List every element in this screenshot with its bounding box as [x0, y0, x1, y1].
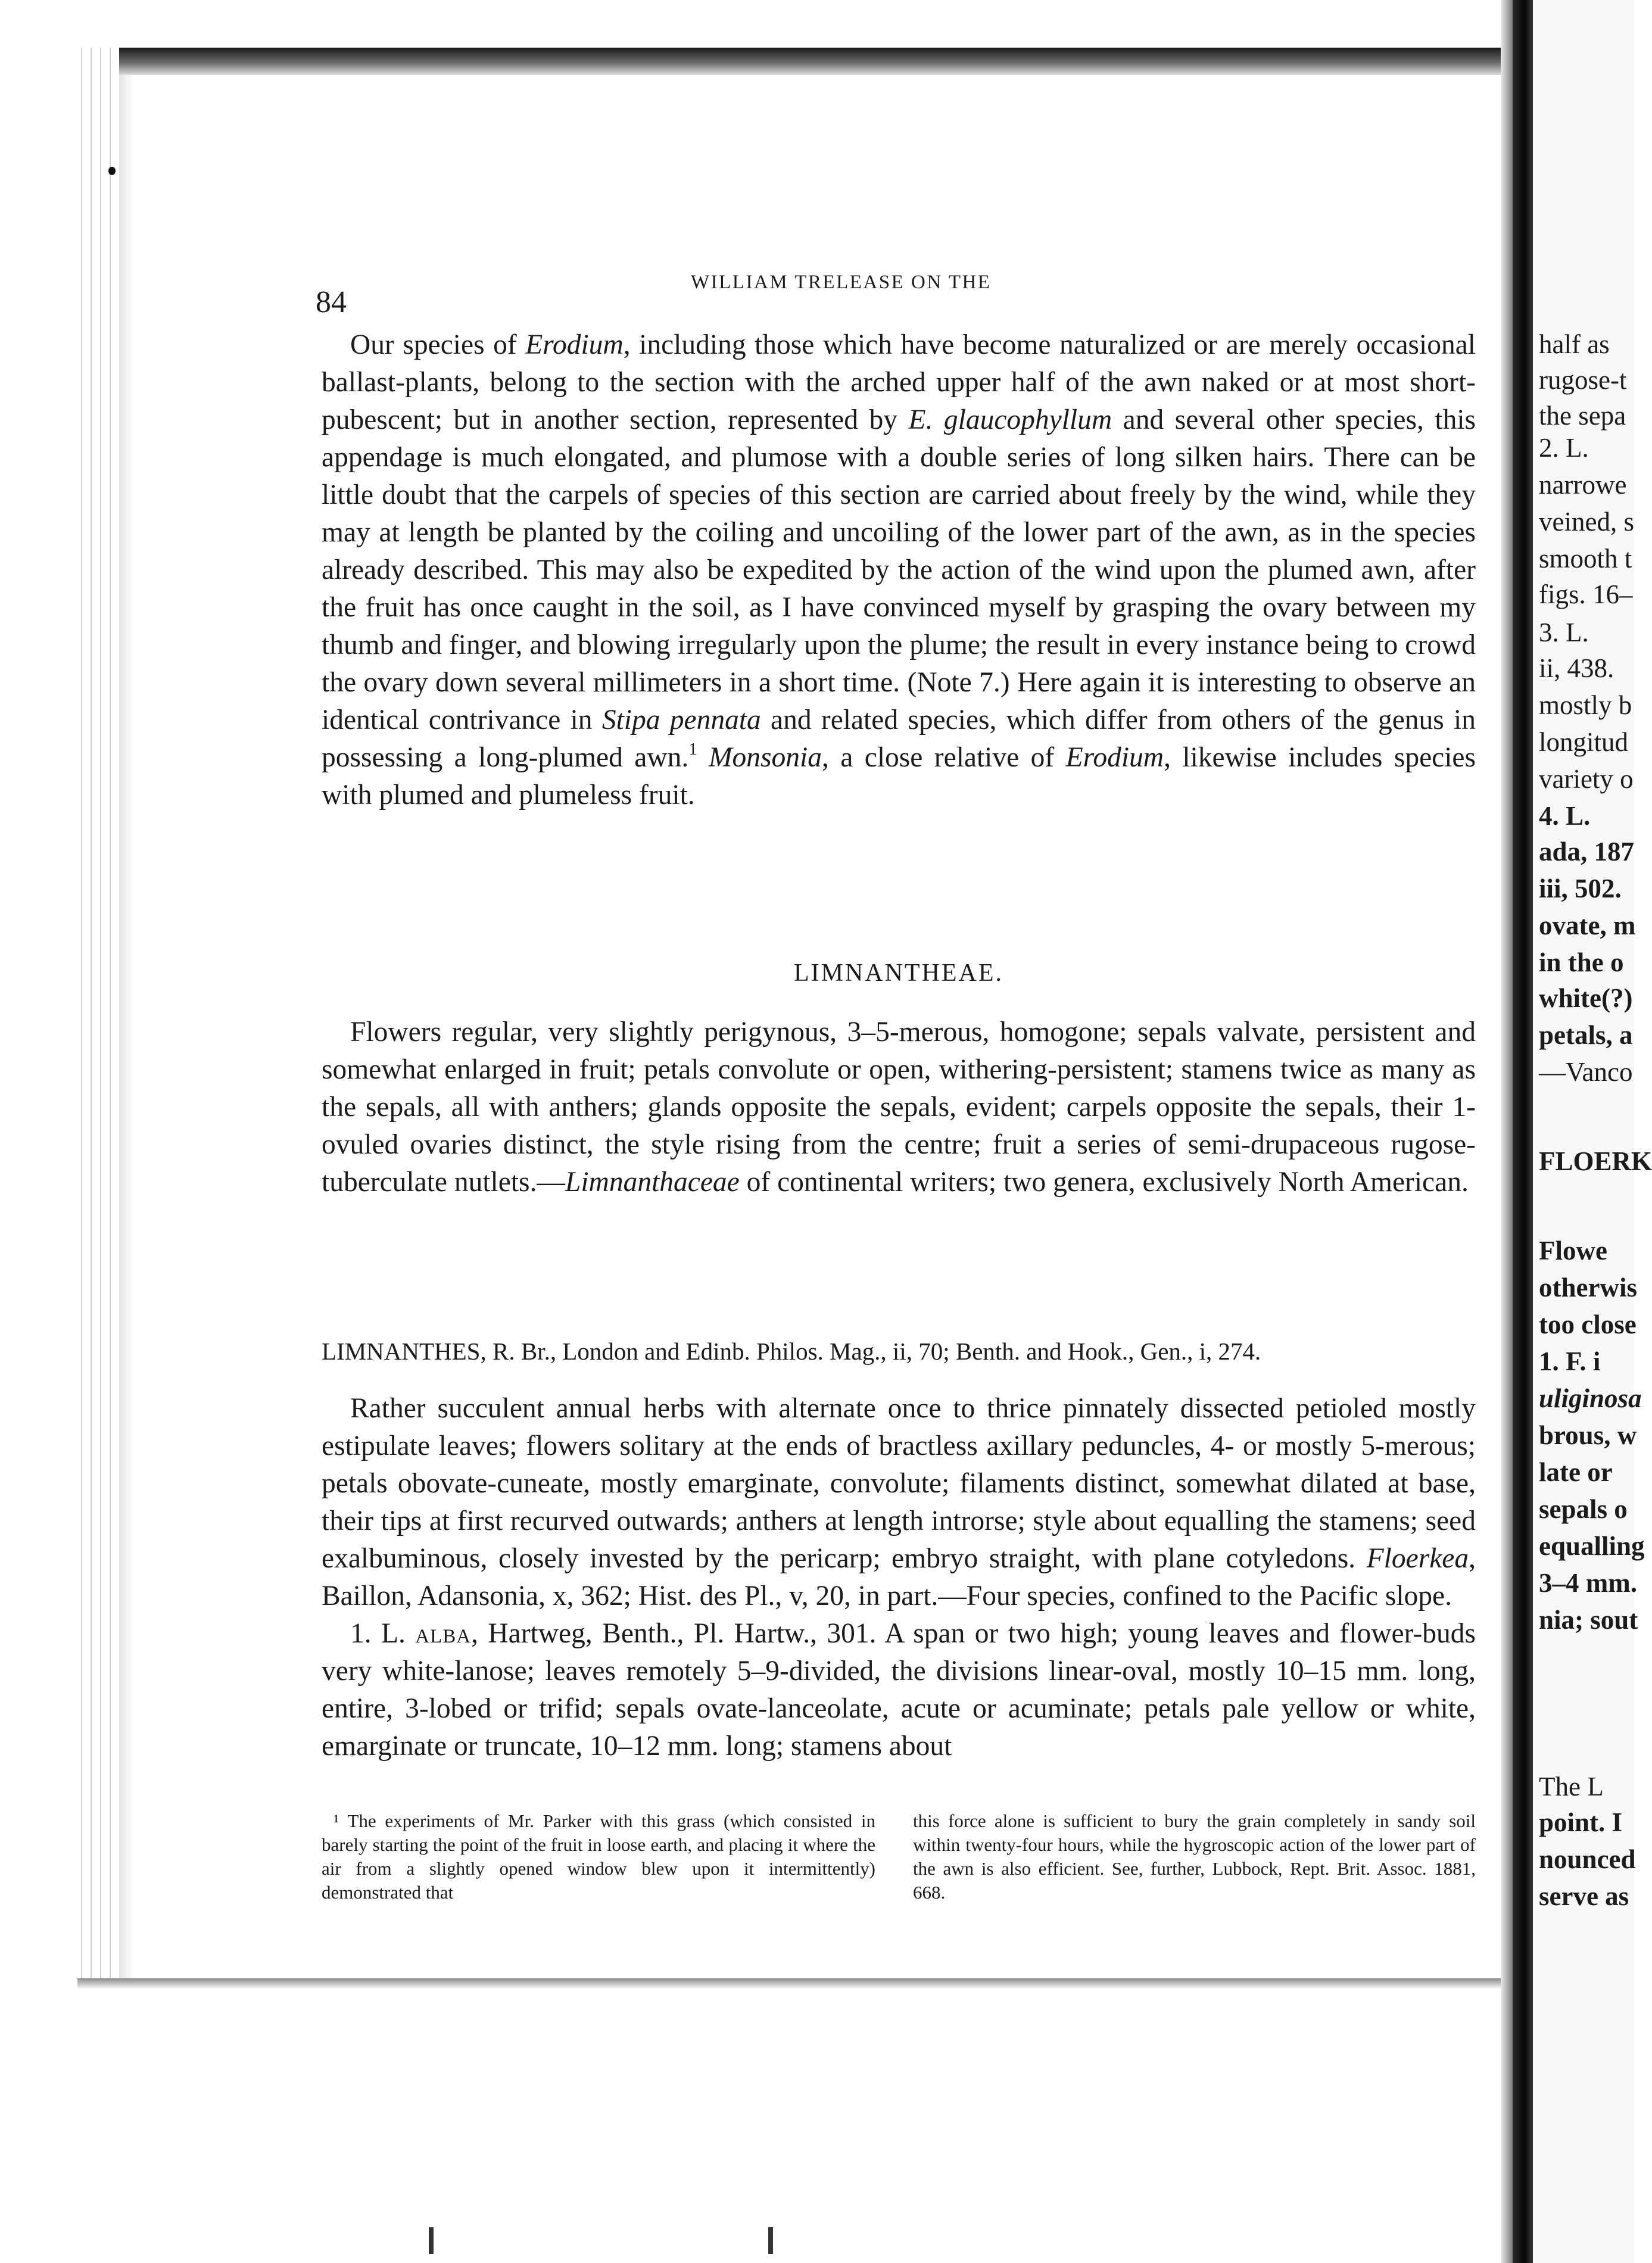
species-name: alba — [415, 1618, 472, 1649]
facing-page-line: mostly b — [1539, 690, 1632, 720]
facing-page-line: brous, w — [1539, 1420, 1637, 1450]
facing-page-line: The L — [1539, 1772, 1604, 1801]
facing-page-line: figs. 16– — [1539, 579, 1633, 609]
binding-shadow — [1501, 0, 1513, 2263]
facing-page-line: otherwis — [1539, 1273, 1637, 1302]
facing-page-line: the sepa — [1539, 401, 1626, 431]
facing-page-line: iii, 502. — [1539, 874, 1622, 903]
facing-page-line: ii, 438. — [1539, 653, 1614, 683]
taxon-name: Floerkea — [1366, 1543, 1469, 1574]
running-head: WILLIAM TRELEASE ON THE — [691, 272, 992, 293]
taxon-name: Erodium — [1065, 742, 1164, 773]
facing-page-fragment — [1533, 0, 1652, 2263]
facing-page-line: serve as — [1539, 1881, 1629, 1911]
taxon-name: Limnanthaceae — [565, 1167, 740, 1198]
family-description: Flowers regular, very slightly perigynous, 3–5-merous, homogone; sepals valvate, persistent and somewhat enlarged in fruit; petals convolute or open, withering-persistent; stamens twice as many as the sepals, all with anthers; glands opposite the sepals, evident; carpels opposite the sepals, their 1-ovuled ovaries distinct, the style rising from the centre; fruit a series of semi-drupaceous rugose-tuberculate nutlets.—Limnanthaceae of continental writers; two genera, exclusively North American. — [322, 1017, 1476, 1198]
genus-description: Rather succulent annual herbs with alternate once to thrice pinnately dissected petioled mostly estipulate leaves; flowers solitary at the ends of bractless axillary peduncles, 4- or mostly 5-merous; petals obovate-cuneate, mostly emarginate, convolute; filaments distinct, somewhat dilated at base, their tips at first recurved outwards; anthers at length introrse; style about equalling the stamens; seed exalbuminous, closely invested by the pericarp; embryo straight, with plane cotyledons. Floerkea, Baillon, Adansonia, x, 362; Hist. des Pl., v, 20, in part.—Four species, confined to the Pacific slope. 1. L. alba, Hartweg, Benth., Pl. Hartw., 301. A span or two high; young leaves and flower-buds very white-lanose; leaves remotely 5–9-divided, the divisions linear-oval, mostly 10–15 mm. long, entire, 3-lobed or trifid; sepals ovate-lanceolate, acute or acuminate; petals pale yellow or white, emarginate or truncate, 10–12 mm. long; stamens about — [322, 1390, 1476, 1765]
taxon-name: Monsonia — [708, 742, 822, 773]
facing-page-line: 3–4 mm. — [1539, 1568, 1637, 1598]
facing-page-line: 1. F. i — [1539, 1346, 1601, 1376]
footnote-left-column: ¹ The experiments of Mr. Parker with this grass (which consisted in barely starting the point of the fruit in loose earth, and placing it where the air from a slightly opened window blew upon it intermittently) demonstrated that — [322, 1810, 875, 1903]
facing-page-line: in the o — [1539, 947, 1624, 977]
intro-paragraph: Our species of Erodium, including those which have become naturalized or are merely occasional ballast-plants, belong to the section with the arched upper half of the awn naked or at most short-pubescent; but in another section, represented by E. glaucophyllum and several other species, this appendage is much elongated, and plumose with a double series of long silken hairs. There can be little doubt that the carpels of species of this section are carried about freely by the wind, while they may at length be planted by the coiling and uncoiling of the lower part of the awn, as in the species already described. This may also be expedited by the action of the wind upon the plumed awn, after the fruit has once caught in the soil, as I have convinced myself by grasping the ovary between my thumb and finger, and blowing irregularly upon the plume; the result in every instance being to crowd the ovary down several millimeters in a short time. (Note 7.) Here again it is interesting to observe an identical contrivance in Stipa pennata and related species, which differ from others of the genus in possessing a long-plumed awn.$^1$ Monsonia, a close relative of Erodium, likewise includes species with plumed and plumeless fruit. — [322, 329, 1476, 811]
facing-page-line: 4. L. — [1539, 801, 1591, 831]
section-heading: LIMNANTHEAE. — [793, 959, 1004, 987]
facing-page-line: petals, a — [1539, 1020, 1633, 1050]
facing-page-line: too close — [1539, 1310, 1637, 1339]
footnotes — [322, 1809, 1476, 1904]
facing-page-line: nounced — [1539, 1844, 1636, 1874]
facing-page-line: point. I — [1539, 1807, 1623, 1837]
facing-page-line: white(?) — [1539, 983, 1633, 1013]
facing-page-line: half as — [1539, 329, 1610, 359]
facing-page-line: smooth t — [1539, 544, 1632, 573]
facing-page-line: FLOERK — [1539, 1146, 1652, 1176]
facing-page-line: equalling — [1539, 1531, 1645, 1561]
facing-page-line: nia; sout — [1539, 1605, 1638, 1635]
taxon-name: E. glaucophyllum — [908, 404, 1112, 435]
footnote-ref: 1 — [688, 740, 697, 759]
facing-page-line: rugose-t — [1539, 365, 1627, 395]
facing-page-line: Flowe — [1539, 1236, 1607, 1265]
footnote-right-column: this force alone is sufficient to bury the grain completely in sandy soil within twenty-four hours, while the hygroscopic action of the lower part of the awn is also efficient. See, further, Lubbock, Rept. Brit. Assoc. 1881, 668. — [913, 1810, 1476, 1903]
facing-page-line: ada, 187 — [1539, 837, 1635, 866]
facing-page-line: veined, s — [1539, 507, 1634, 537]
facing-page-line: sepals o — [1539, 1494, 1628, 1524]
binding-gutter — [1513, 0, 1533, 2263]
facing-page-line: variety o — [1539, 764, 1634, 794]
facing-page-line: longitud — [1539, 727, 1629, 757]
taxon-name: Erodium — [525, 329, 624, 360]
facing-page-line: —Vanco — [1539, 1057, 1633, 1087]
facing-page-line: 3. L. — [1539, 618, 1589, 647]
genus-heading: LIMNANTHES, R. Br., London and Edinb. Philos. Mag., ii, 70; Benth. and Hook., Gen., i, 274. — [322, 1338, 1261, 1365]
facing-page-line: ovate, m — [1539, 911, 1636, 940]
facing-page-line: 2. L. — [1539, 433, 1589, 463]
species-entry: 1. L. alba, Hartweg, Benth., Pl. Hartw., 301. A span or two high; young leaves and flower-buds very white-lanose; leaves remotely 5–9-divided, the divisions linear-oval, mostly 10–15 mm. long, entire, 3-lobed or trifid; sepals ovate-lanceolate, acute or acuminate; petals pale yellow or white, emarginate or truncate, 10–12 mm. long; stamens about — [322, 1618, 1476, 1762]
facing-page-line: narrowe — [1539, 470, 1627, 500]
page-number: 84 — [316, 285, 347, 319]
facing-page-line: uliginosa — [1539, 1383, 1642, 1413]
facing-page-line: late or — [1539, 1457, 1613, 1487]
taxon-name: Stipa pennata — [601, 705, 761, 735]
